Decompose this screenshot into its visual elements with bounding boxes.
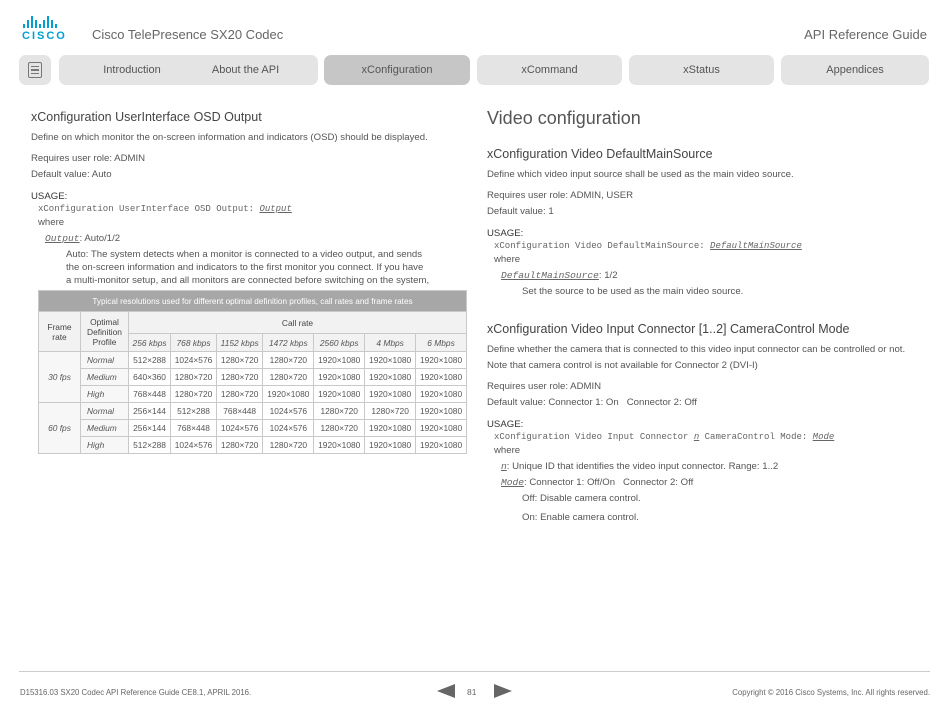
resolution-cell: 1280×720 [216, 437, 262, 454]
s1-param-values: : 1/2 [598, 270, 618, 281]
resolution-cell: 1024×576 [171, 352, 217, 369]
s2-user-role: Requires user role: ADMIN [487, 381, 602, 392]
resolution-cell: 1280×720 [171, 369, 217, 386]
auto-desc-2: the on-screen information and indicators to the first monitor you connect. If you have [66, 262, 424, 273]
profile-cell: Normal [81, 403, 129, 420]
resolution-cell: 1920×1080 [314, 369, 365, 386]
resolution-cell: 1920×1080 [416, 369, 467, 386]
resolution-cell: 1920×1080 [416, 420, 467, 437]
resolution-cell: 1280×720 [216, 352, 262, 369]
frame-rate-cell: 30 fps [39, 352, 81, 403]
s2-n-name: n [501, 461, 507, 472]
resolution-cell: 1920×1080 [365, 437, 416, 454]
tab-xcommand[interactable]: xCommand [477, 55, 622, 85]
resolution-cell: 1920×1080 [365, 386, 416, 403]
profile-cell: High [81, 437, 129, 454]
resolution-cell: 512×288 [129, 437, 171, 454]
s2-description: Define whether the camera that is connected to this video input connector can be controlled or not. [487, 344, 906, 355]
usage-param: Output [259, 204, 292, 214]
resolution-cell: 1280×720 [365, 403, 416, 420]
resolution-table [38, 290, 467, 454]
s1-param-desc: Set the source to be used as the main video source. [522, 286, 744, 297]
where-label: where [38, 217, 65, 228]
resolution-cell: 512×288 [129, 352, 171, 369]
s2-mode-desc: : Connector 1: Off/On Connector 2: Off [524, 477, 694, 488]
auto-desc-3: a multi-monitor setup, and all monitors are connected before switching on the system, [66, 275, 430, 286]
next-page-icon[interactable] [494, 684, 512, 698]
table-row [39, 437, 467, 454]
resolution-cell: 768×448 [171, 420, 217, 437]
table-row [39, 403, 467, 420]
s2-usage-command-a: xConfiguration Video Input Connector [494, 432, 694, 442]
s1-usage-command: xConfiguration Video DefaultMainSource: [494, 241, 711, 251]
s1-where-label: where [494, 254, 521, 265]
tab-introduction[interactable]: Introduction [59, 55, 205, 85]
page-number: 81 [467, 687, 477, 697]
table-row [39, 420, 467, 437]
s1-usage-label: USAGE: [487, 228, 524, 239]
tab-xconfiguration[interactable]: xConfiguration [324, 55, 470, 85]
auto-desc-1: Auto: The system detects when a monitor is connected to a video output, and sends [66, 249, 423, 260]
resolution-cell: 1920×1080 [365, 420, 416, 437]
s1-usage-param: DefaultMainSource [710, 241, 802, 251]
table-row [39, 352, 467, 369]
s2-n-line [487, 460, 927, 473]
s2-usage-code [487, 430, 927, 444]
resolution-cell: 1280×720 [314, 403, 365, 420]
s2-mode-line [487, 476, 927, 489]
resolution-cell: 1920×1080 [416, 403, 467, 420]
tab-about-the-api[interactable]: About the API [173, 55, 318, 85]
cisco-logo [22, 16, 66, 42]
s2-note: Note that camera control is not available for Connector 2 (DVI-I) [487, 360, 758, 371]
s1-param-line [487, 269, 927, 282]
rate-header: 6 Mbps [416, 334, 467, 352]
user-role: Requires user role: ADMIN [31, 153, 146, 164]
s2-off-desc: Off: Disable camera control. [522, 493, 641, 504]
table-caption: Typical resolutions used for different optimal definition profiles, call rates and frame rates [39, 291, 467, 312]
param-name: Output [45, 233, 80, 244]
s2-default-value: Default value: Connector 1: On Connector 2: Off [487, 397, 697, 408]
resolution-cell: 1920×1080 [314, 352, 365, 369]
s2-usage-param-mode: Mode [812, 432, 835, 442]
s2-usage-param-n: n [693, 432, 700, 442]
resolution-cell: 1280×720 [216, 386, 262, 403]
s2-n-desc: : Unique ID that identifies the video input connector. Range: 1..2 [506, 461, 779, 472]
resolution-cell: 1280×720 [216, 369, 262, 386]
page-heading: Video configuration [487, 108, 641, 128]
resolution-cell: 1920×1080 [314, 386, 365, 403]
s2-usage-command-b: CameraControl Mode: [699, 432, 813, 442]
right-column [487, 108, 927, 524]
resolution-cell: 512×288 [171, 403, 217, 420]
cisco-bridge-icon [23, 16, 66, 28]
copyright: Copyright © 2016 Cisco Systems, Inc. All rights reserved. [732, 688, 930, 697]
rate-header: 1472 kbps [263, 334, 314, 352]
resolution-cell: 256×144 [129, 403, 171, 420]
resolution-cell: 1280×720 [263, 369, 314, 386]
resolution-cell: 1024×576 [216, 420, 262, 437]
s2-on-desc: On: Enable camera control. [522, 512, 639, 523]
resolution-cell: 768×448 [216, 403, 262, 420]
section-title-osd-output: xConfiguration UserInterface OSD Output [31, 110, 262, 124]
left-column [31, 110, 471, 287]
resolution-cell: 1024×576 [171, 437, 217, 454]
col-frame-rate: Frame rate [39, 312, 81, 352]
resolution-cell: 1920×1080 [365, 352, 416, 369]
menu-button[interactable] [19, 55, 51, 85]
tab-xstatus[interactable]: xStatus [629, 55, 774, 85]
s1-param-name: DefaultMainSource [501, 270, 599, 281]
s1-usage-code [487, 239, 927, 253]
rate-header: 1152 kbps [216, 334, 262, 352]
guide-title: API Reference Guide [804, 27, 927, 42]
profile-cell: Normal [81, 352, 129, 369]
resolution-cell: 1024×576 [263, 420, 314, 437]
section-title-camera-control-mode: xConfiguration Video Input Connector [1..2] CameraControl Mode [487, 322, 850, 336]
resolution-cell: 1280×720 [263, 437, 314, 454]
product-name: Cisco TelePresence SX20 Codec [92, 27, 284, 42]
resolution-cell: 1920×1080 [263, 386, 314, 403]
profile-cell: Medium [81, 420, 129, 437]
table-row [39, 369, 467, 386]
resolution-cell: 256×144 [129, 420, 171, 437]
tab-appendices[interactable]: Appendices [781, 55, 929, 85]
description: Define on which monitor the on-screen information and indicators (OSD) should be displayed. [31, 132, 428, 143]
resolution-cell: 1920×1080 [365, 369, 416, 386]
resolution-cell: 1024×576 [263, 403, 314, 420]
footer-divider [19, 671, 930, 672]
table-row [39, 386, 467, 403]
rate-header: 256 kbps [129, 334, 171, 352]
profile-cell: Medium [81, 369, 129, 386]
col-call-rate: Call rate [129, 312, 467, 334]
s2-where-label: where [494, 445, 521, 456]
resolution-cell: 1920×1080 [314, 437, 365, 454]
section-title-default-main-source: xConfiguration Video DefaultMainSource [487, 147, 713, 161]
default-value: Default value: Auto [31, 169, 112, 180]
resolution-cell: 768×448 [129, 386, 171, 403]
usage-label: USAGE: [31, 191, 68, 202]
resolution-cell: 640×360 [129, 369, 171, 386]
resolution-cell: 1920×1080 [416, 437, 467, 454]
resolution-cell: 1920×1080 [416, 352, 467, 369]
usage-code [31, 202, 471, 216]
s1-default-value: Default value: 1 [487, 206, 554, 217]
param-line [31, 232, 471, 245]
top-navigation [19, 55, 929, 85]
frame-rate-cell: 60 fps [39, 403, 81, 454]
rate-header: 768 kbps [171, 334, 217, 352]
s2-usage-label: USAGE: [487, 419, 524, 430]
resolution-cell: 1280×720 [263, 352, 314, 369]
menu-icon [28, 62, 42, 78]
logo-text: CISCO [22, 30, 67, 42]
resolution-cell: 1920×1080 [416, 386, 467, 403]
table-body [39, 352, 467, 454]
usage-command: xConfiguration UserInterface OSD Output: [38, 204, 260, 214]
resolution-cell: 1280×720 [171, 386, 217, 403]
resolution-cell: 1280×720 [314, 420, 365, 437]
rate-header: 2560 kbps [314, 334, 365, 352]
col-profile: Optimal Definition Profile [81, 312, 129, 352]
profile-cell: High [81, 386, 129, 403]
param-values: : Auto/1/2 [79, 233, 121, 244]
s2-mode-name: Mode [501, 477, 525, 488]
rate-header: 4 Mbps [365, 334, 416, 352]
previous-page-icon[interactable] [437, 684, 455, 698]
s1-user-role: Requires user role: ADMIN, USER [487, 190, 634, 201]
document-id: D15316.03 SX20 Codec API Reference Guide CE8.1, APRIL 2016. [20, 688, 252, 697]
s1-description: Define which video input source shall be used as the main video source. [487, 169, 794, 180]
